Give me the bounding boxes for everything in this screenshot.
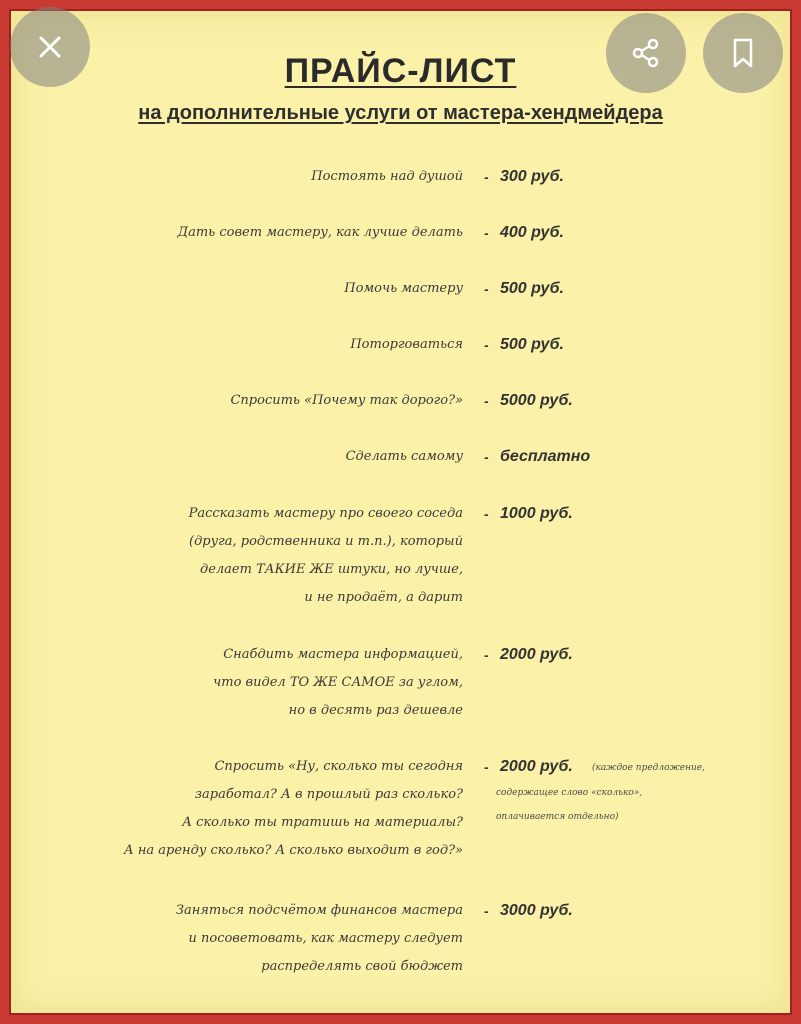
share-icon bbox=[629, 36, 663, 70]
dash: - bbox=[484, 449, 489, 465]
service-text: Спросить «Ну, сколько ты сегодня bbox=[214, 759, 463, 774]
service-text: (друга, родственника и т.п.), который bbox=[189, 534, 463, 549]
price-value: 3000 руб. bbox=[500, 902, 573, 919]
service-text: Постоять над душой bbox=[311, 169, 463, 184]
service-text: Помочь мастеру bbox=[344, 281, 463, 296]
dash: - bbox=[484, 337, 489, 353]
page-subtitle: на дополнительные услуги от мастера-хендмейдера bbox=[138, 102, 663, 124]
price-value: 300 руб. bbox=[500, 168, 564, 185]
dash: - bbox=[484, 225, 489, 241]
service-text: и не продаёт, а дарит bbox=[304, 590, 463, 605]
price-value: 2000 руб. bbox=[500, 758, 573, 775]
price-note: оплачивается отдельно) bbox=[496, 812, 619, 822]
price-value: 500 руб. bbox=[500, 280, 564, 297]
dash: - bbox=[484, 393, 489, 409]
share-button[interactable] bbox=[606, 13, 686, 93]
service-text: и посоветовать, как мастеру следует bbox=[188, 931, 463, 946]
service-text: распределять свой бюджет bbox=[261, 959, 463, 974]
service-text: что видел ТО ЖЕ САМОЕ за углом, bbox=[213, 675, 463, 690]
price-value: 400 руб. bbox=[500, 224, 564, 241]
dash: - bbox=[484, 506, 489, 522]
close-button[interactable] bbox=[10, 7, 90, 87]
service-text: Рассказать мастеру про своего соседа bbox=[188, 506, 463, 521]
price-value: 2000 руб. bbox=[500, 646, 573, 663]
price-note: (каждое предложение, bbox=[592, 763, 705, 773]
dash: - bbox=[484, 903, 489, 919]
service-text: Сделать самому bbox=[345, 449, 463, 464]
dash: - bbox=[484, 647, 489, 663]
bookmark-icon bbox=[728, 36, 758, 70]
price-value: бесплатно bbox=[500, 448, 591, 465]
close-icon bbox=[36, 33, 64, 61]
service-text: Дать совет мастеру, как лучше делать bbox=[177, 225, 463, 240]
service-text: А сколько ты тратишь на материалы? bbox=[182, 815, 463, 830]
service-text: Заняться подсчётом финансов мастера bbox=[175, 903, 463, 918]
service-text: Спросить «Почему так дорого?» bbox=[230, 393, 463, 408]
price-value: 1000 руб. bbox=[500, 505, 573, 522]
dash: - bbox=[484, 759, 489, 775]
price-value: 5000 руб. bbox=[500, 392, 573, 409]
dash: - bbox=[484, 169, 489, 185]
bookmark-button[interactable] bbox=[703, 13, 783, 93]
service-text: делает ТАКИЕ ЖЕ штуки, но лучше, bbox=[199, 562, 463, 577]
service-text: Поторговаться bbox=[350, 337, 463, 352]
price-value: 500 руб. bbox=[500, 336, 564, 353]
dash: - bbox=[484, 281, 489, 297]
service-text: но в десять раз дешевле bbox=[288, 703, 463, 718]
service-text: А на аренду сколько? А сколько выходит в год?» bbox=[123, 843, 463, 858]
service-text: Снабдить мастера информацией, bbox=[223, 647, 463, 662]
service-text: заработал? А в прошлый раз сколько? bbox=[194, 787, 463, 802]
page-title: ПРАЙС-ЛИСТ bbox=[284, 52, 517, 90]
price-note: содержащее слово «сколько», bbox=[496, 788, 643, 798]
